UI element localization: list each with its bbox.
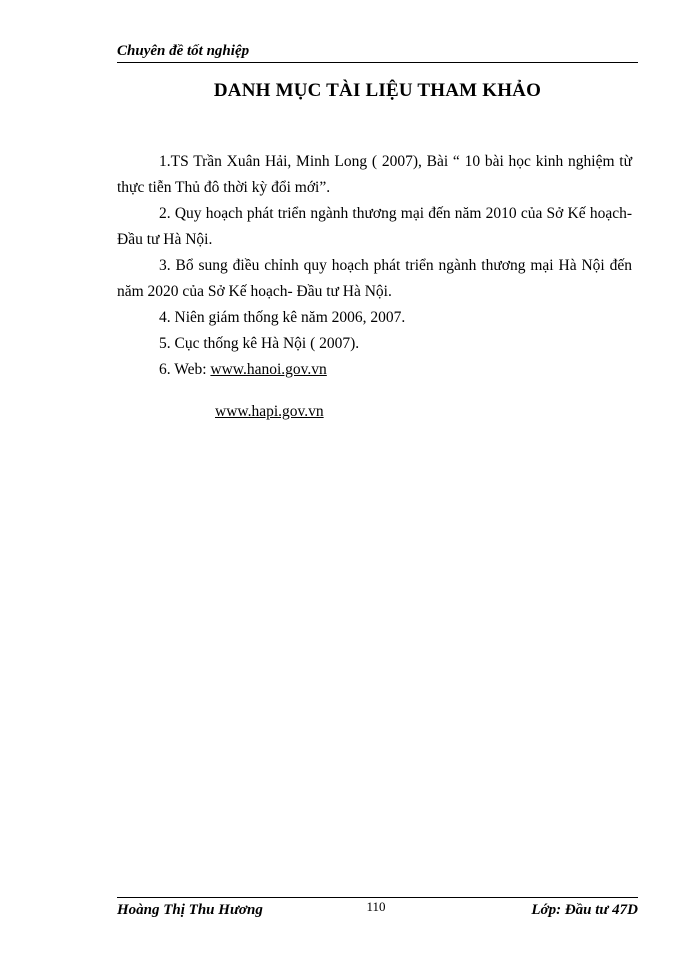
header-title: Chuyên đề tốt nghiệp: [117, 43, 250, 59]
page-title: DANH MỤC TÀI LIỆU THAM KHẢO: [213, 80, 542, 101]
footer-class: Lớp: Đầu tư 47D: [531, 902, 638, 918]
reference-item-6: [117, 357, 632, 383]
link-hapi-gov[interactable]: www.hapi.gov.vn: [215, 402, 324, 420]
page-number: 110: [366, 899, 386, 914]
web-prefix: 6. Web:: [159, 361, 211, 378]
reference-item-6-line2: [117, 399, 632, 425]
footer-divider: [117, 897, 638, 898]
reference-item-5: 5. Cục thống kê Hà Nội ( 2007).: [159, 335, 360, 352]
link-hanoi-gov[interactable]: www.hanoi.gov.vn: [210, 361, 327, 378]
header-divider: [117, 62, 638, 63]
reference-item-2: 2. Quy hoạch phát triển ngành thương mại đến năm 2010 của Sở Kế hoạch- Đầu tư Hà Nội.: [117, 205, 632, 248]
reference-item-1: 1.TS Trần Xuân Hải, Minh Long ( 2007), Bài “ 10 bài học kinh nghiệm từ thực tiễn Thủ đô thời kỳ đổi mới”.: [117, 153, 632, 196]
reference-list: [117, 149, 632, 440]
reference-item-4: 4. Niên giám thống kê năm 2006, 2007.: [159, 309, 406, 326]
footer-author: Hoàng Thị Thu Hương: [117, 902, 263, 918]
reference-item-3: 3. Bổ sung điều chỉnh quy hoạch phát triển ngành thương mại Hà Nội đến năm 2020 của Sở Kế hoạch- Đầu tư Hà Nội.: [117, 257, 632, 300]
